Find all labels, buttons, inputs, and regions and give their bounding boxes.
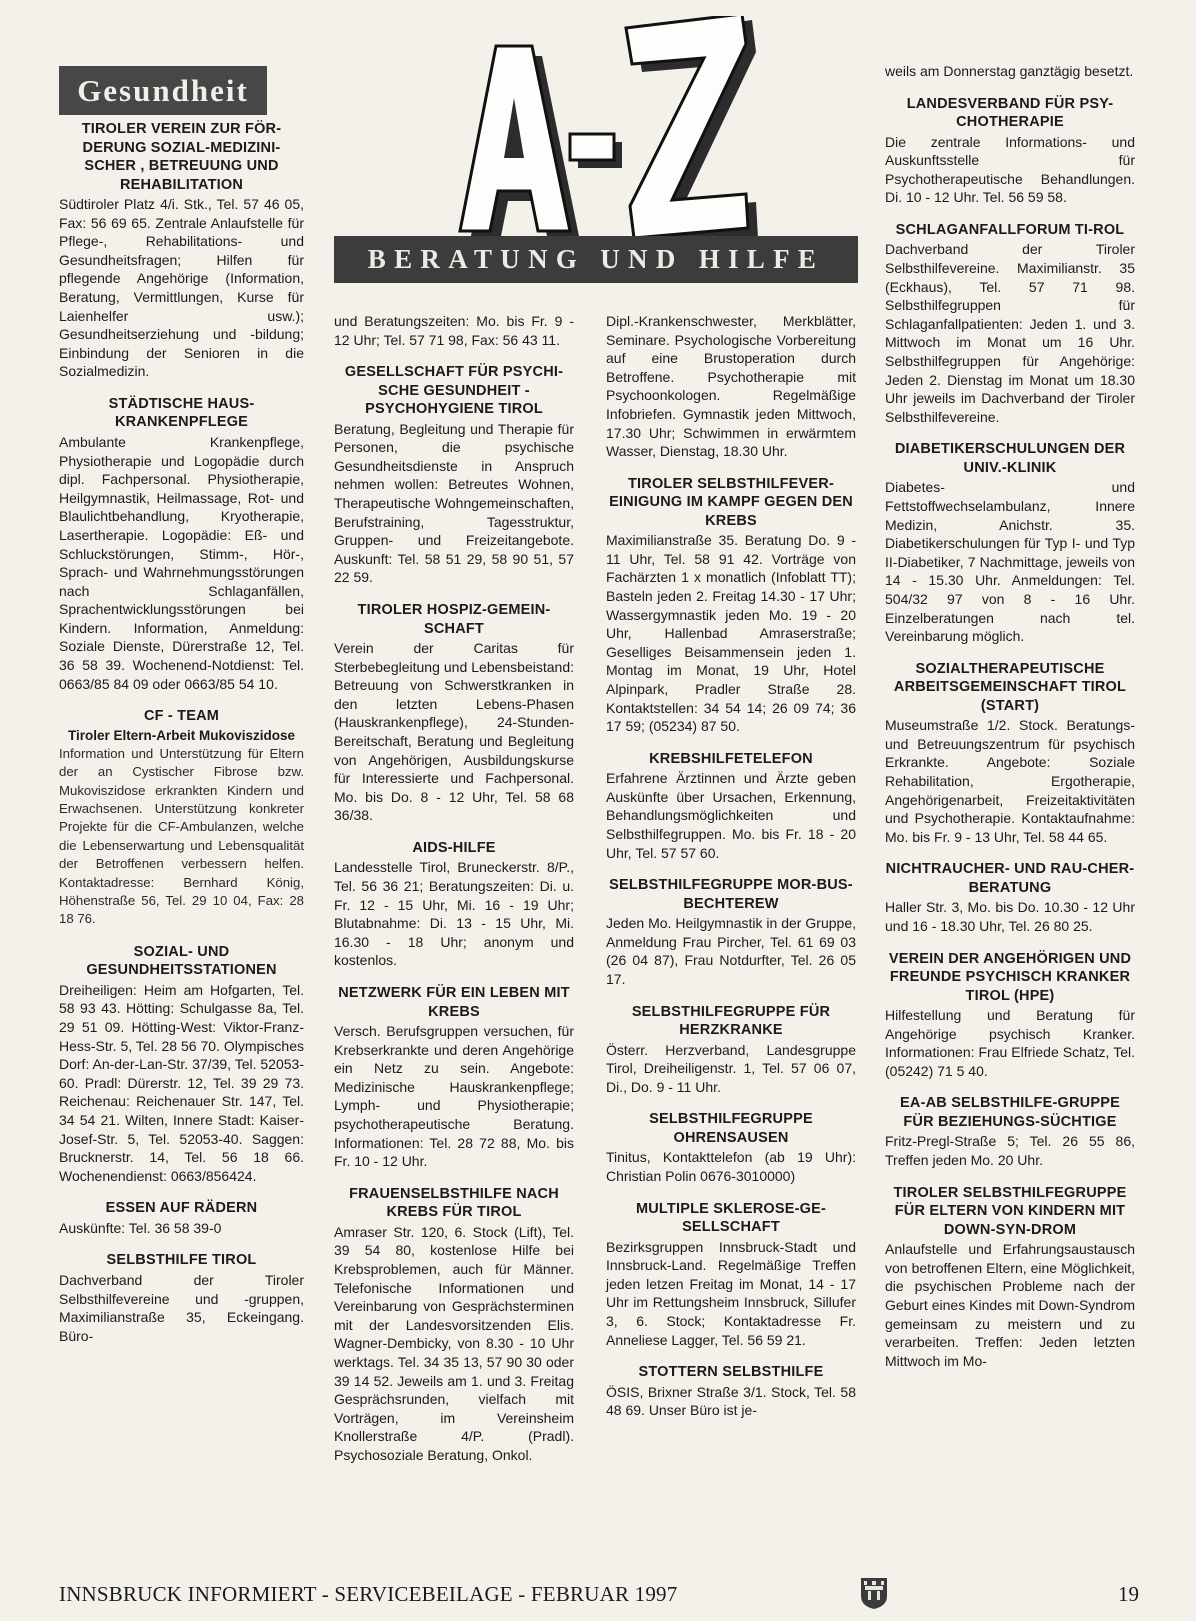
directory-entry <box>334 1185 574 1465</box>
directory-entry <box>885 221 1135 426</box>
entry-text: Österr. Herzverband, Landesgruppe Tirol, Dreiheiligenstr. 1, Tel. 57 06 07, Di., Do. 9 - 11 Uhr. <box>606 1041 856 1095</box>
directory-entry <box>59 943 304 1186</box>
directory-entry <box>334 839 574 970</box>
entry-title: NETZWERK FÜR EIN LEBEN MIT KREBS <box>338 985 570 1020</box>
column-3 <box>606 312 856 1434</box>
page-number: 19 <box>1118 1582 1139 1606</box>
entry-text: Museumstraße 1/2. Stock. Beratungs- und Betreuungszentrum für psychisch Erkrankte. Angebote: Soziale Rehabilitation, Ergotherapie, Angehörigenarbeit, Freizeitaktivitäten und Psychotherapie. Kontaktaufnahme: Mo. bis Fr. 9 - 13 Uhr, Tel. 58 44 65. <box>885 717 1135 845</box>
directory-entry <box>885 950 1135 1081</box>
directory-entry <box>334 601 574 825</box>
entry-title: KREBSHILFETELEFON <box>649 750 813 767</box>
entry-text: Haller Str. 3, Mo. bis Do. 10.30 - 12 Uhr und 16 - 18.30 Uhr, Tel. 26 80 25. <box>885 899 1135 934</box>
entry-title: ESSEN AUF RÄDERN <box>105 1200 258 1217</box>
category-header: Gesundheit <box>59 66 267 115</box>
directory-entry <box>885 1094 1135 1169</box>
entry-title: STÄDTISCHE HAUS-KRANKENPFLEGE <box>108 395 255 431</box>
entry-title: STOTTERN SELBSTHILFE <box>638 1364 824 1381</box>
directory-entry <box>59 120 304 381</box>
entry-title: SOZIALTHERAPEUTISCHE ARBEITSGEMEINSCHAFT TIROL (START) <box>893 660 1127 714</box>
entry-text: Südtiroler Platz 4/i. Stk., Tel. 57 46 05, Fax: 56 69 65. Zentrale Anlaufstelle für Pflege-, Rehabilitations- und Gesundheitsfragen; Hilfen für pflegende Angehörige (Information, Beratung, Vermittlungen, Kurse für Laienhelfer usw.); Gesundheitserziehung und -bildung; Einbindung der Senioren in die Sozialmedizin. <box>59 196 304 380</box>
column-4 <box>885 62 1135 1384</box>
directory-entry <box>885 660 1135 847</box>
az-logo <box>430 16 760 248</box>
directory-entry <box>59 1251 304 1345</box>
city-crest-icon <box>859 1576 889 1610</box>
entry-text: Amraser Str. 120, 6. Stock (Lift), Tel. 39 54 80, kostenlose Hilfe bei Krebsproblemen, auch für Männer. Telefonische Informationen und Vereinbarung von Gesprächsterminen mit der Landesvorsitzenden Elis. Wagner-Dembicky, von 8.30 - 10 Uhr werktags. Tel. 34 35 13, 57 90 30 oder 39 14 52. Jeweils am 1. und 3. Freitag Gesprächsrunden, vielfach mit Vorträgen, im Vereinsheim Knollerstraße 4/P. (Pradl). Psychosoziale Beratung, Onkol. <box>334 1223 574 1463</box>
entry-text: Bezirksgruppen Innsbruck-Stadt und Innsbruck-Land. Regelmäßige Treffen jeden letzen Freitag im Monat, 14 - 17 Uhr im Rettungsheim Innsbruck, Sillufer 3, 6. Stock; Kontaktadresse Fr. Anneliese Lagger, Tel. 56 59 21. <box>606 1238 856 1348</box>
entry-title: AIDS-HILFE <box>412 839 496 856</box>
footer-publication: INNSBRUCK INFORMIERT - SERVICEBEILAGE - FEBRUAR 1997 <box>59 1582 678 1606</box>
directory-entry <box>334 363 574 587</box>
directory-entry <box>59 707 304 929</box>
directory-entry <box>885 860 1135 935</box>
directory-entry <box>334 984 574 1171</box>
entry-title: NICHTRAUCHER- UND RAU-CHER-BERATUNG <box>885 861 1135 896</box>
directory-entry <box>59 395 304 693</box>
entry-text: Auskünfte: Tel. 36 58 39-0 <box>59 1219 222 1236</box>
entry-text: Fritz-Pregl-Straße 5; Tel. 26 55 86, Treffen jeden Mo. 20 Uhr. <box>885 1133 1135 1169</box>
entry-title: TIROLER SELBSTHILFEGRUPPE FÜR ELTERN VON KINDERN MIT DOWN-SYN-DROM <box>893 1184 1127 1238</box>
directory-entry <box>606 1110 856 1185</box>
entry-text: Beratung, Begleitung und Therapie für Personen, die psychische Gesundheitsdienste in Anspruch nehmen wollen: Betreutes Wohnen, Therapeutische Wohngemeinschaften, Berufstraining, Tagesstruktur, Gruppen- und Freizeitangebote. Auskunft: Tel. 58 51 29, 58 90 51, 57 22 59. <box>334 420 574 586</box>
directory-entry <box>885 95 1135 207</box>
directory-entry <box>606 876 856 988</box>
entry-text: Verein der Caritas für Sterbebegleitung und Lebensbeistand: Betreuung von Schwerstkranken in den letzten Lebens-Phasen (Hauskrankenpflege), 24-Stunden-Bereitschaft, Beratung und Begleitung von Angehörigen, Ausbildungskurse für Interessierte und Fachpersonal. Mo. bis Do. 8 - 12 Uhr, Tel. 58 68 36/38. <box>334 640 574 824</box>
entry-text: Die zentrale Informations- und Auskunftsstelle für Psychotherapeutische Behandlungen. Di. 10 - 12 Uhr. Tel. 56 59 58. <box>885 133 1135 206</box>
directory-entry <box>606 750 856 862</box>
entry-title: SELBSTHILFEGRUPPE MOR-BUS-BECHTEREW <box>609 877 853 912</box>
entry-title: SOZIAL- UND GESUNDHEITSSTATIONEN <box>86 943 277 979</box>
continued-text: Dipl.-Krankenschwester, Merkblätter, Seminare. Psychologische Vorbereitung auf eine Brustoperation durch Betroffene. Psychotherapie mit Psychoonkologen. Regelmäßige Infobriefen. Gymnastik jeden Mittwoch, 17.30 Uhr; Schwimmen in erwärmtem Wasser, Dienstag, 18.30 Uhr. <box>606 313 856 460</box>
entry-title: SELBSTHILFE TIROL <box>106 1252 257 1269</box>
entry-text: Anlaufstelle und Erfahrungsaustausch von betroffenen Eltern, eine Möglichkeit, die psychischen Probleme nach der Geburt eines Kindes mit Down-Syndrom gemeinsam zu meistern und zu verarbeiten. Treffen: Jeden letzten Mittwoch im Mo- <box>885 1241 1135 1369</box>
entry-title: SELBSTHILFEGRUPPE OHRENSAUSEN <box>649 1111 813 1146</box>
entry-text: Versch. Berufsgruppen versuchen, für Krebserkrankte und deren Angehörige ein Netz zu sein. Angebote: Medizinische Hauskrankenpflege; Lymph- und Physiotherapie; psychotherapeutische Beratung. Informationen: Tel. 28 72 88, Mo. bis Fr. 10 - 12 Uhr. <box>334 1023 574 1170</box>
entry-title: TIROLER VEREIN ZUR FÖR-DERUNG SOZIAL-MEDIZINI-SCHER , BETREUUNG UND REHABILITATION <box>81 121 282 193</box>
entry-title: SELBSTHILFEGRUPPE FÜR HERZKRANKE <box>631 1003 831 1039</box>
directory-entry <box>606 1200 856 1350</box>
entry-title: SCHLAGANFALLFORUM TI-ROL <box>895 221 1125 238</box>
az-letter-a <box>460 46 580 241</box>
entry-title: VEREIN DER ANGEHÖRIGEN UND FREUNDE PSYCHISCH KRANKER TIROL (HPE) <box>888 950 1132 1004</box>
entry-text: Dachverband der Tiroler Selbsthilfevereine. Maximilianstr. 35 (Eckhaus), Tel. 57 71 98. Selbsthilfegruppen für Schlaganfallpatienten: Jeden 1. und 3. Mittwoch im Monat um 16 Uhr. Selbsthilfegruppen für Angehörige: Jeden 2. Dienstag im Monat um 18.30 Uhr jeweils im Dachverband der Tiroler Selbsthilfevereine. <box>885 241 1135 425</box>
directory-entry <box>59 1199 304 1237</box>
entry-title: LANDESVERBAND FÜR PSY-CHOTHERAPIE <box>906 95 1114 131</box>
entry-text: Jeden Mo. Heilgymnastik in der Gruppe, Anmeldung Frau Pircher, Tel. 61 69 03 (26 04 87), Frau Notdurfter, Tel. 26 05 17. <box>606 915 856 988</box>
directory-entry <box>606 475 856 736</box>
entry-title: GESELLSCHAFT FÜR PSYCHI-SCHE GESUNDHEIT - PSYCHOHYGIENE TIROL <box>344 364 564 418</box>
entry-text: Hilfestellung und Beratung für Angehörige psychisch Kranker. Informationen: Frau Elfriede Schatz, Tel. (05242) 71 5 40. <box>885 1007 1135 1079</box>
column-1 <box>59 120 304 1359</box>
entry-title: DIABETIKERSCHULUNGEN DER UNIV.-KLINIK <box>894 441 1126 476</box>
continued-text: weils am Donnerstag ganztägig besetzt. <box>885 63 1134 79</box>
entry-text: ÖSIS, Brixner Straße 3/1. Stock, Tel. 58 48 69. Unser Büro ist je- <box>606 1383 856 1419</box>
entry-text: Diabetes- und Fettstoffwechselambulanz, Innere Medizin, Anichstr. 35. Diabetikerschulungen für Typ I- und Typ II-Diabetiker, 7 Nachmittage, jeweils von 14 - 15.30 Uhr. Anmeldungen: Tel. 504/32 97 von 8 - 16 Uhr. Einzelberatungen nach tel. Vereinbarung möglich. <box>885 479 1135 645</box>
entry-text: Maximilianstraße 35. Beratung Do. 9 - 11 Uhr, Tel. 58 91 42. Vorträge von Fachärzten 1 x monatlich (Infoblatt TT); Basteln jeden 2. Freitag 14.30 - 17 Uhr; Wassergymnastik jeden Mo. 19 - 20 Uhr, Hallenbad Amraserstraße; Geselliges Beisammensein jeden 1. Montag im Monat, 19 Uhr, Hotel Alpinpark, Pradler Straße 28. Kontaktstellen: 34 54 14; 26 09 74; 36 17 59; (05234) 87 50. <box>606 532 856 735</box>
entry-text: Information und Unterstützung für Eltern der an Cystischer Fibrose bzw. Mukoviszidose erkrankten Kindern und Erwachsenen. Unterstützung konkreter Projekte für die CF-Ambulanzen, welche die Lebenserwartung und Lebensqualität der Betroffenen verbessern helfen. Kontaktadresse: Bernhard König, Höhenstraße 56, Tel. 29 10 04, Fax: 28 18 76. <box>59 745 304 927</box>
entry-text: Tinitus, Kontakttelefon (ab 19 Uhr): Christian Polin 0676-3010000) <box>606 1149 856 1184</box>
entry-text: Erfahrene Ärztinnen und Ärzte geben Auskünfte über Ursachen, Erkennung, Behandlungsmöglichkeiten und Selbsthilfegruppen. Mo. bis Fr. 18 - 20 Uhr, Tel. 57 57 60. <box>606 770 856 861</box>
directory-entry <box>885 440 1135 645</box>
az-letter-z <box>626 16 758 248</box>
column-2 <box>334 312 574 1479</box>
entry-title: EA-AB SELBSTHILFE-GRUPPE FÜR BEZIEHUNGS-SÜCHTIGE <box>900 1095 1120 1130</box>
directory-entry <box>885 1184 1135 1371</box>
entry-subtitle: Tiroler Eltern-Arbeit Mukoviszidose <box>67 727 296 743</box>
section-banner: BERATUNG UND HILFE <box>334 236 858 283</box>
entry-text: Ambulante Krankenpflege, Physiotherapie und Logopädie durch dipl. Fachpersonal. Physiotherapie, Heilgymnastik, Heilmassage, Rot- und Blaulichtbehandlung, Kryotherapie, Lasertherapie. Logopädie: Eß- und Schluckstörungen, Stimm-, Hör-, Sprach- und Wahrnehmungsstörungen nach Schlaganfällen, Sprachentwicklungsstörungen bei Kindern. Information, Anmeldung: Soziale Dienste, Dürerstraße 12, Tel. 36 58 39. Wochenend-Notdienst: Tel. 0663/85 84 09 oder 0663/85 54 10. <box>59 433 304 692</box>
entry-title: MULTIPLE SKLEROSE-GE-SELLSCHAFT <box>635 1200 827 1236</box>
entry-title: TIROLER HOSPIZ-GEMEIN-SCHAFT <box>357 602 551 637</box>
entry-text: Landesstelle Tirol, Bruneckerstr. 8/P., Tel. 56 36 21; Beratungszeiten: Di. u. Fr. 12 - 15 Uhr, Mi. 16 - 19 Uhr; Blutabnahme: Di. 13 - 15 Uhr, Mi. 16.30 - 18 Uhr; anonym und kostenlos. <box>334 859 574 969</box>
entry-text: Dachverband der Tiroler Selbsthilfevereine und -gruppen, Maximilianstraße 35, Eckeingang. Büro- <box>59 1271 304 1344</box>
directory-entry <box>606 1003 856 1097</box>
continued-text: und Beratungszeiten: Mo. bis Fr. 9 - 12 Uhr; Tel. 57 71 98, Fax: 56 43 11. <box>334 313 574 348</box>
page-footer <box>59 1582 1139 1612</box>
entry-title: CF - TEAM <box>143 708 220 725</box>
entry-title: TIROLER SELBSTHILFEVER-EINIGUNG IM KAMPF GEGEN DEN KREBS <box>609 475 853 529</box>
entry-title: FRAUENSELBSTHILFE NACH KREBS FÜR TIROL <box>349 1185 559 1221</box>
entry-text: Dreiheiligen: Heim am Hofgarten, Tel. 58 93 43. Hötting: Schulgasse 8a, Tel. 29 51 09. Hötting-West: Viktor-Franz-Hess-Str. 5, Tel. 28 56 70. Olympisches Dorf: An-der-Lan-Str. 37/39, Tel. 52053-60. Pradl: Dürerstr. 12, Tel. 39 29 73. Reichenau: Reichenauer Str. 147, Tel. 34 54 21. Wilten, Innere Stadt: Kaiser-Josef-Str. 5, Tel. 52053-40. Saggen: Brucknerstr. 14, Tel. 56 18 66. Wochenendienst: 0663/856424. <box>59 981 304 1184</box>
az-dash <box>570 134 622 168</box>
directory-entry <box>606 1363 856 1420</box>
